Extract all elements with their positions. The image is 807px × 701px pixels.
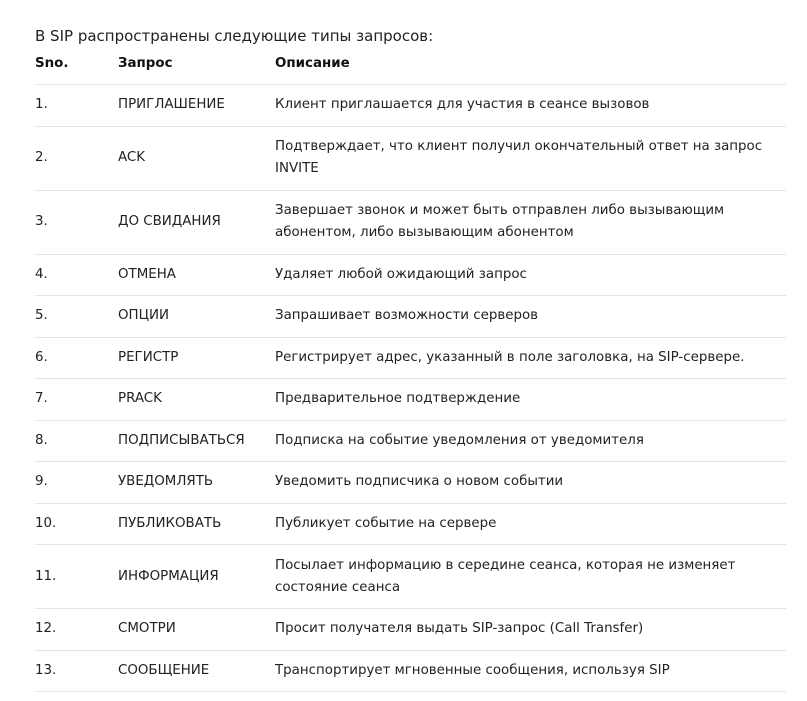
table-row — [35, 190, 786, 254]
request-description: Подтверждает, что клиент получил окончательный ответ на запрос INVITE — [275, 126, 786, 190]
request-name: РЕГИСТР — [118, 337, 275, 379]
request-description: Предварительное подтверждение — [275, 379, 786, 421]
sip-requests-table — [35, 43, 786, 692]
request-description: Запрашивает возможности серверов — [275, 296, 786, 338]
request-description: Регистрирует адрес, указанный в поле заголовка, на SIP-сервере. — [275, 337, 786, 379]
row-number: 13. — [35, 650, 118, 692]
table-row — [35, 85, 786, 127]
request-description: Публикует событие на сервере — [275, 503, 786, 545]
header-description: Описание — [275, 55, 350, 71]
request-name: ACK — [118, 126, 275, 190]
request-description: Подписка на событие уведомления от уведомителя — [275, 420, 786, 462]
table-row — [35, 337, 786, 379]
request-name: ОТМЕНА — [118, 254, 275, 296]
request-name: УВЕДОМЛЯТЬ — [118, 462, 275, 504]
request-name: ДО СВИДАНИЯ — [118, 190, 275, 254]
table-row — [35, 609, 786, 651]
row-number: 12. — [35, 609, 118, 651]
table-row — [35, 462, 786, 504]
table-row — [35, 545, 786, 609]
request-description: Удаляет любой ожидающий запрос — [275, 254, 786, 296]
table-row — [35, 379, 786, 421]
table-row — [35, 420, 786, 462]
row-number: 7. — [35, 379, 118, 421]
row-number: 10. — [35, 503, 118, 545]
request-description: Уведомить подписчика о новом событии — [275, 462, 786, 504]
table-row — [35, 254, 786, 296]
row-number: 1. — [35, 85, 118, 127]
table-header-row — [35, 43, 786, 85]
request-description: Просит получателя выдать SIP-запрос (Call Transfer) — [275, 609, 786, 651]
request-description: Завершает звонок и может быть отправлен либо вызывающим абонентом, либо вызывающим абонентом — [275, 190, 786, 254]
row-number: 8. — [35, 420, 118, 462]
request-name: ОПЦИИ — [118, 296, 275, 338]
table-row — [35, 296, 786, 338]
table-row — [35, 126, 786, 190]
request-name: СМОТРИ — [118, 609, 275, 651]
row-number: 2. — [35, 126, 118, 190]
header-request: Запрос — [118, 55, 173, 71]
table-row — [35, 650, 786, 692]
request-description: Посылает информацию в середине сеанса, которая не изменяет состояние сеанса — [275, 545, 786, 609]
intro-text: В SIP распространены следующие типы запросов: — [35, 27, 434, 45]
row-number: 3. — [35, 190, 118, 254]
request-name: ПОДПИСЫВАТЬСЯ — [118, 420, 275, 462]
row-number: 9. — [35, 462, 118, 504]
header-sno: Sno. — [35, 55, 69, 71]
request-name: СООБЩЕНИЕ — [118, 650, 275, 692]
row-number: 5. — [35, 296, 118, 338]
request-description: Транспортирует мгновенные сообщения, используя SIP — [275, 650, 786, 692]
request-name: ИНФОРМАЦИЯ — [118, 545, 275, 609]
row-number: 6. — [35, 337, 118, 379]
row-number: 11. — [35, 545, 118, 609]
request-name: ПРИГЛАШЕНИЕ — [118, 85, 275, 127]
table-row — [35, 503, 786, 545]
request-description: Клиент приглашается для участия в сеансе вызовов — [275, 85, 786, 127]
request-name: PRACK — [118, 379, 275, 421]
request-name: ПУБЛИКОВАТЬ — [118, 503, 275, 545]
row-number: 4. — [35, 254, 118, 296]
